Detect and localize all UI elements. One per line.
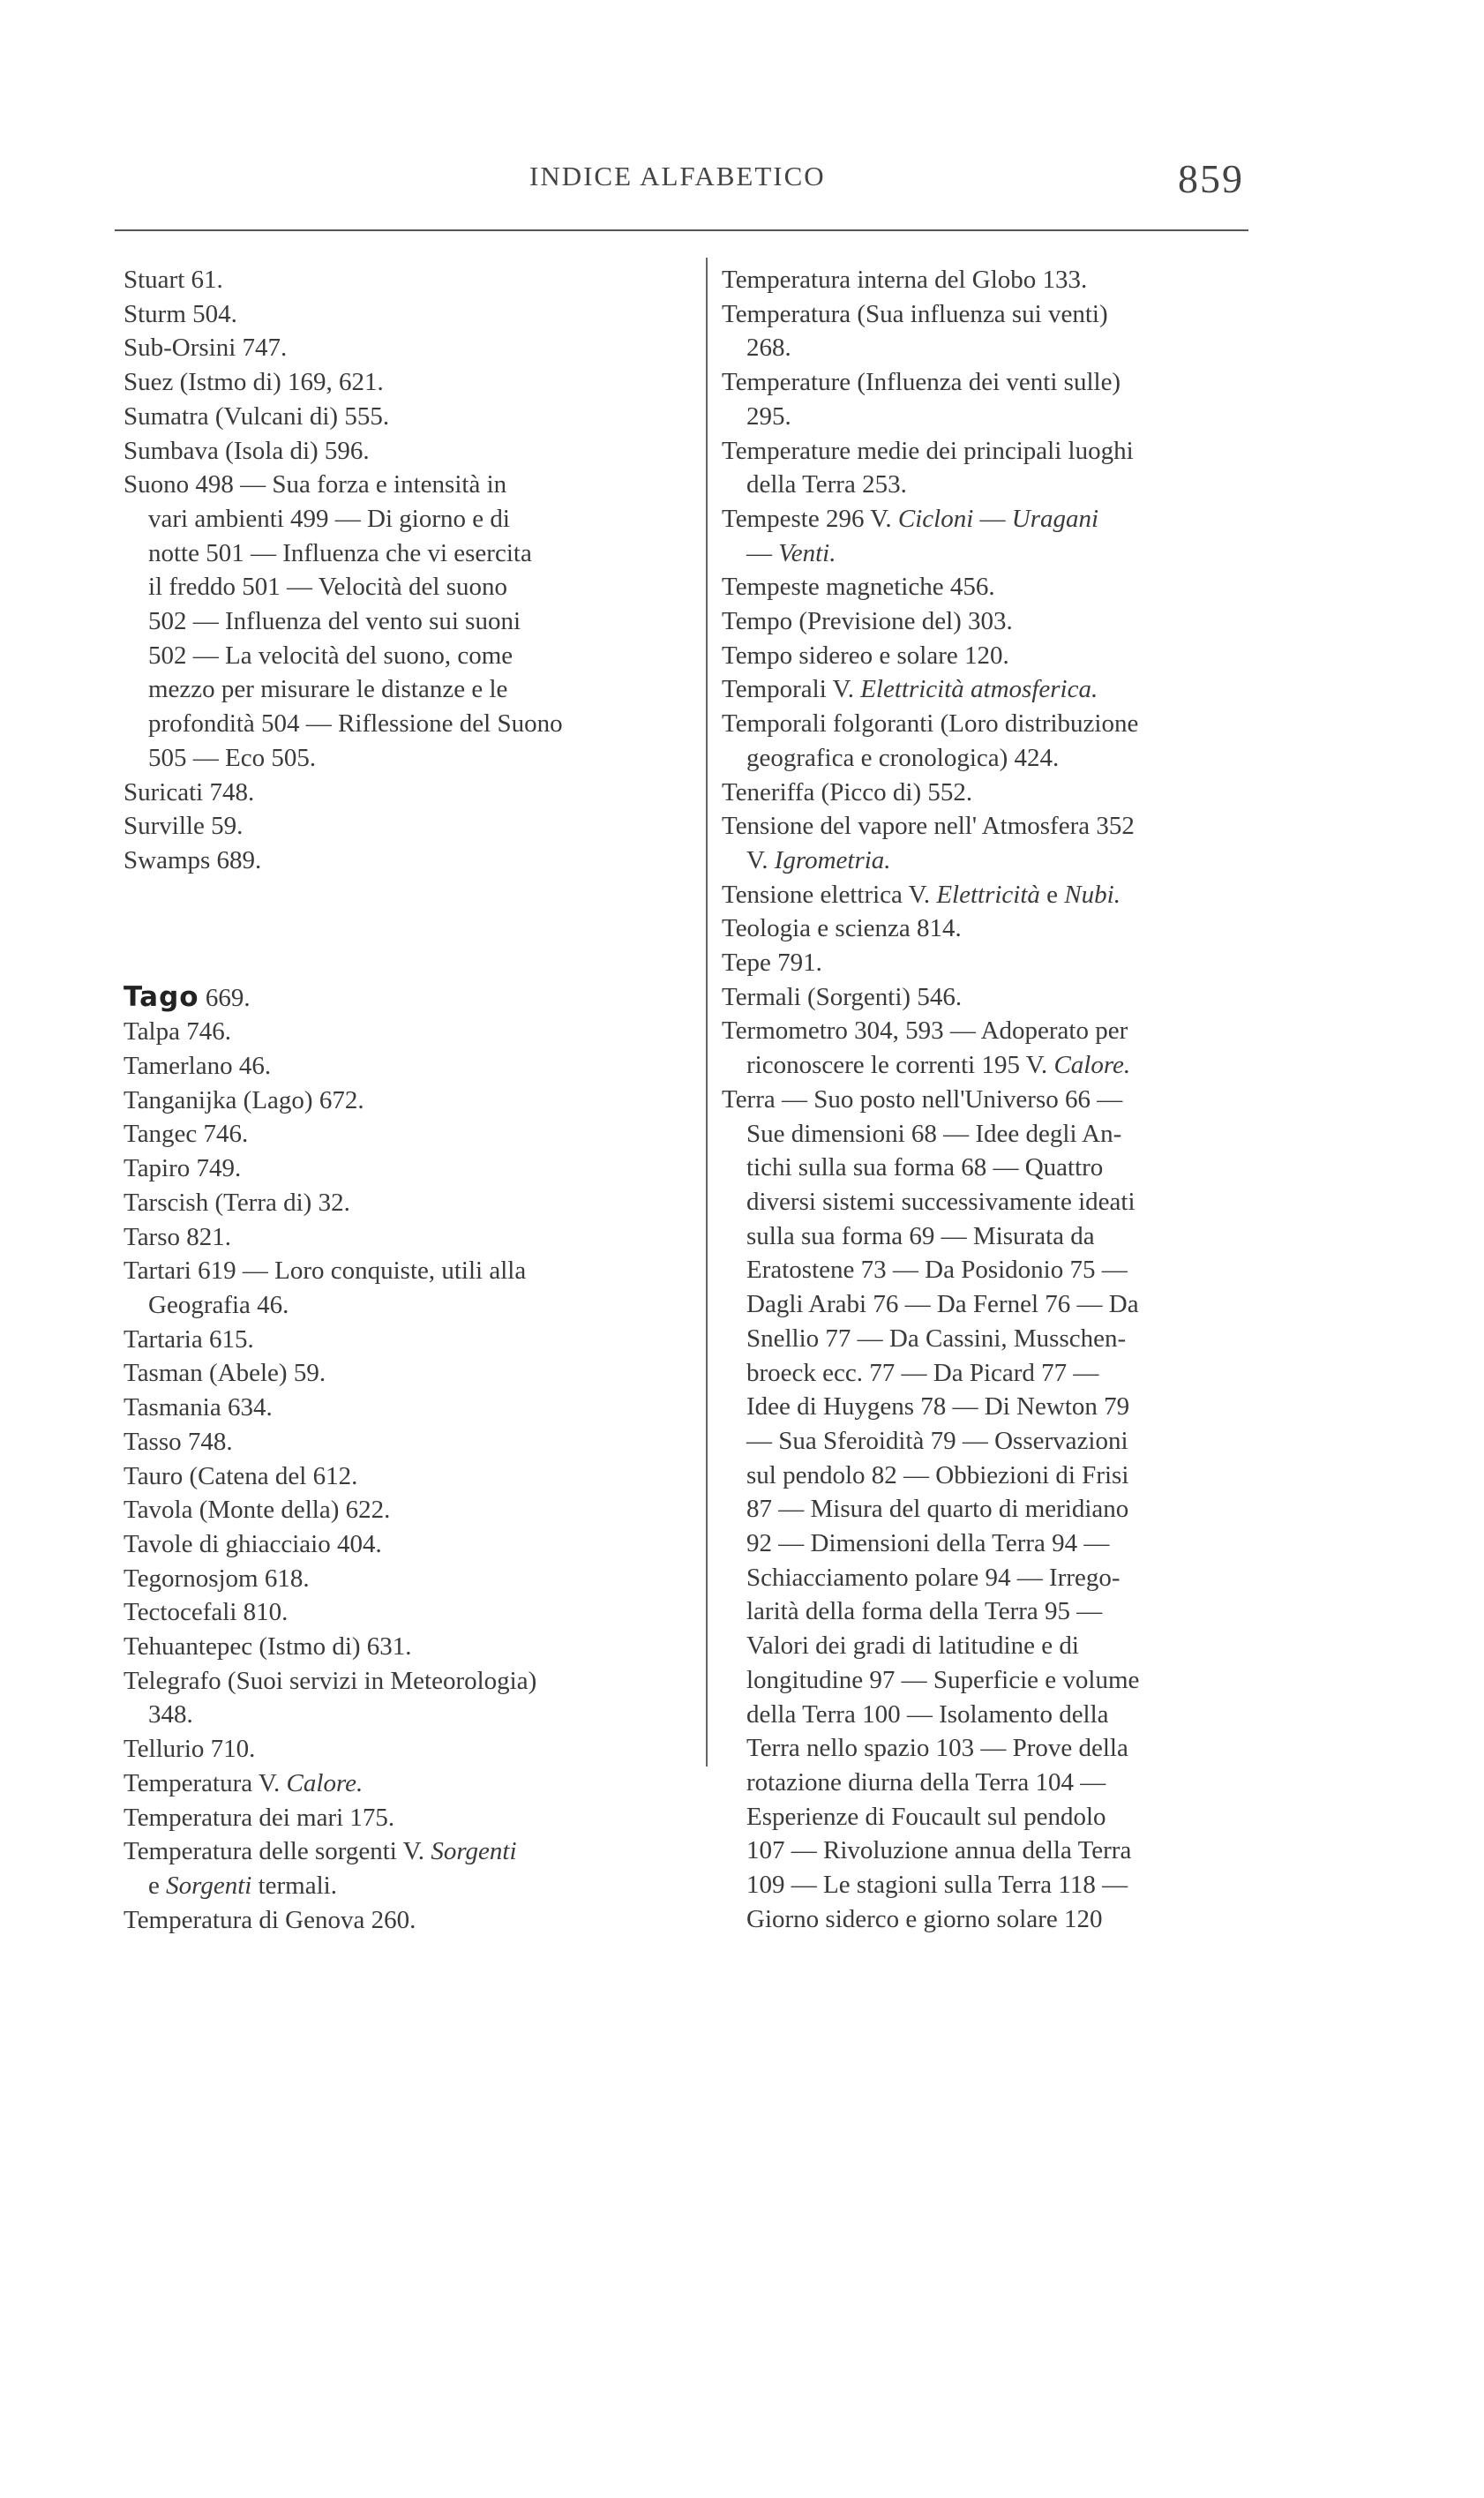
- entry-continuation-line: Schiacciamento polare 94 — Irrego-: [746, 1563, 1120, 1592]
- index-entry: [722, 911, 1282, 946]
- entry-line: Tectocefali 810.: [124, 1598, 289, 1627]
- entry-line: Suez (Istmo di) 169, 621.: [124, 368, 384, 397]
- entry-line: Tegornosjom 618.: [124, 1564, 310, 1593]
- index-entry: [124, 1732, 695, 1767]
- index-entry: [124, 1356, 695, 1391]
- index-entry: [124, 776, 695, 810]
- index-entry: [124, 1391, 695, 1425]
- entry-line: Tapiro 749.: [124, 1154, 242, 1183]
- index-entry: [722, 672, 1282, 707]
- entry-continuation-line: tichi sulla sua forma 68 — Quattro: [746, 1153, 1104, 1182]
- entry-line: Surville 59.: [124, 812, 244, 841]
- entry-line: Tempo sidereo e solare 120.: [722, 641, 1009, 670]
- index-entry: [124, 1084, 695, 1118]
- entry-line: Tehuantepec (Istmo di) 631.: [124, 1632, 412, 1662]
- entry-continuation-line: Eratostene 73 — Da Posidonio 75 —: [746, 1256, 1128, 1285]
- entry-continuation-line: 348.: [148, 1700, 193, 1729]
- entry-line: Temperatura delle sorgenti V. Sorgenti: [124, 1837, 517, 1866]
- entry-continuation-line: diversi sistemi successivamente ideati: [746, 1187, 1135, 1216]
- entry-line: Temperature medie dei principali luoghi: [722, 436, 1134, 465]
- page-number: 859: [1178, 156, 1244, 201]
- entry-line: Swamps 689.: [124, 845, 262, 874]
- entry-line: Tensione del vapore nell' Atmosfera 352: [722, 812, 1135, 841]
- entry-continuation-line: e Sorgenti termali.: [148, 1871, 337, 1900]
- index-entry: [722, 980, 1282, 1015]
- index-entry: [722, 776, 1282, 810]
- entry-continuation-line: 502 — Influenza del vento sui suoni: [148, 607, 521, 636]
- entry-continuation-line: il freddo 501 — Velocità del suono: [148, 573, 508, 602]
- entry-continuation-line: 92 — Dimensioni della Terra 94 —: [746, 1529, 1110, 1558]
- entry-line: Tempeste 296 V. Cicloni — Uragani: [722, 504, 1099, 533]
- index-entry: [722, 604, 1282, 639]
- entry-continuation-line: 505 — Eco 505.: [148, 743, 317, 772]
- entry-continuation-line: Idee di Huygens 78 — Di Newton 79: [746, 1392, 1130, 1422]
- index-entry: [124, 297, 695, 332]
- index-entry: [124, 1425, 695, 1459]
- entry-continuation-line: della Terra 100 — Isolamento della: [746, 1699, 1109, 1729]
- entry-line: Tamerlano 46.: [124, 1052, 272, 1081]
- index-entry: [124, 1015, 695, 1049]
- entry-continuation-line: notte 501 — Influenza che vi esercita: [148, 538, 532, 567]
- entry-continuation-line: 87 — Misura del quarto di meridiano: [746, 1495, 1129, 1524]
- entry-continuation-line: 107 — Rivoluzione annua della Terra: [746, 1836, 1132, 1865]
- index-entry: [124, 1664, 695, 1732]
- entry-continuation-line: 109 — Le stagioni sulla Terra 118 —: [746, 1871, 1128, 1900]
- entry-line: Tartari 619 — Loro conquiste, utili alla: [124, 1257, 527, 1286]
- index-entry: [722, 639, 1282, 673]
- entry-line: Sumbava (Isola di) 596.: [124, 436, 370, 465]
- entry-line: Teneriffa (Picco di) 552.: [722, 777, 973, 806]
- index-column-right: [722, 263, 1282, 1936]
- entry-continuation-line: broeck ecc. 77 — Da Picard 77 —: [746, 1358, 1099, 1387]
- index-entry: [124, 434, 695, 469]
- index-entry: [722, 707, 1282, 775]
- entry-continuation-line: vari ambienti 499 — Di giorno e di: [148, 504, 510, 533]
- entry-line: Tempeste magnetiche 456.: [722, 573, 995, 602]
- entry-continuation-line: sul pendolo 82 — Obbiezioni di Frisi: [746, 1460, 1129, 1489]
- index-entry: [722, 1083, 1282, 1937]
- entry-continuation-line: geografica e cronologica) 424.: [746, 743, 1060, 772]
- entry-line: Tensione elettrica V. Elettricità e Nubi.: [722, 880, 1120, 909]
- index-entry: [124, 1151, 695, 1186]
- entry-continuation-line: larità della forma della Terra 95 —: [746, 1597, 1103, 1626]
- index-entry: [722, 263, 1282, 297]
- index-entry: [722, 878, 1282, 912]
- entry-line: Sub-Orsini 747.: [124, 334, 288, 363]
- entry-line: Talpa 746.: [124, 1017, 231, 1046]
- entry-line: Tartaria 615.: [124, 1324, 254, 1354]
- index-entry: [722, 570, 1282, 604]
- entry-continuation-line: Esperienze di Foucault sul pendolo: [746, 1802, 1106, 1831]
- index-entry: [124, 263, 695, 297]
- index-entry: [124, 1254, 695, 1322]
- entry-line: Tasman (Abele) 59.: [124, 1359, 326, 1388]
- index-entry: [124, 1767, 695, 1801]
- entry-line: Telegrafo (Suoi servizi in Meteorologia): [124, 1666, 537, 1695]
- entry-line: Temperatura dei mari 175.: [124, 1803, 395, 1832]
- entry-continuation-line: sulla sua forma 69 — Misurata da: [746, 1221, 1095, 1250]
- index-entry: [124, 468, 695, 775]
- entry-line: Tago 669.: [124, 980, 251, 1013]
- index-entry: [124, 400, 695, 434]
- entry-continuation-line: Valori dei gradi di latitudine e di: [746, 1632, 1079, 1661]
- entry-line: Suricati 748.: [124, 777, 255, 806]
- entry-continuation-line: — Sua Sferoidità 79 — Osservazioni: [746, 1426, 1128, 1455]
- index-entry: [722, 946, 1282, 980]
- entry-line: Suono 498 — Sua forza e intensità in: [124, 470, 507, 499]
- entry-line: Temperatura interna del Globo 133.: [722, 266, 1088, 294]
- entry-line: Tarso 821.: [124, 1222, 232, 1251]
- index-entry: [722, 434, 1282, 502]
- entry-line: Temperatura V. Calore.: [124, 1768, 364, 1797]
- index-entry: [722, 809, 1282, 877]
- index-entry: [124, 809, 695, 844]
- index-entry: [124, 1220, 695, 1255]
- entry-line: Tanganijka (Lago) 672.: [124, 1085, 364, 1114]
- running-head: [124, 155, 1244, 208]
- index-entry: [124, 1562, 695, 1596]
- index-entry: [124, 1801, 695, 1835]
- entry-line: Tempo (Previsione del) 303.: [722, 607, 1013, 636]
- entry-line: Tangec 746.: [124, 1120, 249, 1149]
- index-entry: [124, 1493, 695, 1527]
- entry-line: Tauro (Catena del 612.: [124, 1461, 358, 1490]
- index-entry: [124, 1595, 695, 1630]
- entry-line: Temperature (Influenza dei venti sulle): [722, 368, 1121, 397]
- entry-continuation-line: mezzo per misurare le distanze e le: [148, 675, 508, 704]
- entry-continuation-line: della Terra 253.: [746, 470, 907, 499]
- index-entry: [124, 1630, 695, 1664]
- index-entry: [124, 1323, 695, 1357]
- index-entry: [722, 1014, 1282, 1082]
- entry-continuation-line: riconoscere le correnti 195 V. Calore.: [746, 1051, 1131, 1080]
- entry-line: Termali (Sorgenti) 546.: [722, 982, 963, 1011]
- entry-line: Stuart 61.: [124, 266, 223, 294]
- index-entry: [124, 1459, 695, 1494]
- entry-continuation-line: 268.: [746, 334, 791, 363]
- entry-line: Tepe 791.: [722, 949, 822, 978]
- column-divider: [706, 258, 708, 1767]
- entry-line: Tasmania 634.: [124, 1393, 273, 1422]
- index-entry: [124, 1527, 695, 1562]
- entry-continuation-line: 295.: [746, 401, 791, 431]
- index-entry: [124, 365, 695, 400]
- entry-line: Termometro 304, 593 — Adoperato per: [722, 1016, 1128, 1046]
- entry-continuation-line: Giorno siderco e giorno solare 120: [746, 1904, 1103, 1933]
- entry-continuation-line: Sue dimensioni 68 — Idee degli An-: [746, 1119, 1122, 1148]
- index-entry: [124, 1903, 695, 1938]
- entry-continuation-line: Snellio 77 — Da Cassini, Musschen-: [746, 1324, 1127, 1353]
- index-entry: [124, 844, 695, 878]
- running-head-title: INDICE ALFABETICO: [529, 161, 826, 191]
- entry-line: Tavole di ghiacciaio 404.: [124, 1529, 382, 1558]
- entry-line: Teologia e scienza 814.: [722, 914, 962, 943]
- index-column-left: [124, 263, 695, 1937]
- entry-line: Sturm 504.: [124, 299, 237, 328]
- entry-continuation-line: Geografia 46.: [148, 1290, 289, 1319]
- index-entry: [124, 1834, 695, 1902]
- index-entry: [124, 1186, 695, 1220]
- entry-line: Tasso 748.: [124, 1427, 233, 1456]
- entry-line: Temporali folgoranti (Loro distribuzione: [722, 709, 1139, 739]
- entry-line: Temporali V. Elettricità atmosferica.: [722, 675, 1098, 704]
- index-entry: [722, 297, 1282, 365]
- entry-line: Temperatura (Sua influenza sui venti): [722, 299, 1108, 328]
- section-gap: [124, 878, 695, 980]
- entry-continuation-line: Terra nello spazio 103 — Prove della: [746, 1734, 1128, 1763]
- entry-line: Terra — Suo posto nell'Universo 66 —: [722, 1084, 1123, 1114]
- entry-continuation-line: V. Igrometria.: [746, 845, 891, 874]
- entry-continuation-line: profondità 504 — Riflessione del Suono: [148, 709, 563, 739]
- entry-continuation-line: — Venti.: [746, 538, 836, 567]
- entry-continuation-line: rotazione diurna della Terra 104 —: [746, 1767, 1106, 1797]
- entry-continuation-line: longitudine 97 — Superficie e volume: [746, 1665, 1140, 1694]
- entry-line: Tellurio 710.: [124, 1735, 256, 1764]
- header-rule: [115, 229, 1248, 231]
- entry-line: Sumatra (Vulcani di) 555.: [124, 401, 390, 431]
- entry-continuation-line: Dagli Arabi 76 — Da Fernel 76 — Da: [746, 1290, 1139, 1319]
- index-entry: [124, 1049, 695, 1084]
- entry-continuation-line: 502 — La velocità del suono, come: [148, 641, 513, 670]
- entry-line: Tarscish (Terra di) 32.: [124, 1188, 350, 1217]
- index-entry: [722, 365, 1282, 433]
- entry-line: Tavola (Monte della) 622.: [124, 1496, 391, 1525]
- index-entry: [124, 1117, 695, 1151]
- index-entry: [722, 502, 1282, 570]
- index-entry: [124, 331, 695, 365]
- entry-line: Temperatura di Genova 260.: [124, 1905, 416, 1934]
- index-entry: [124, 980, 695, 1016]
